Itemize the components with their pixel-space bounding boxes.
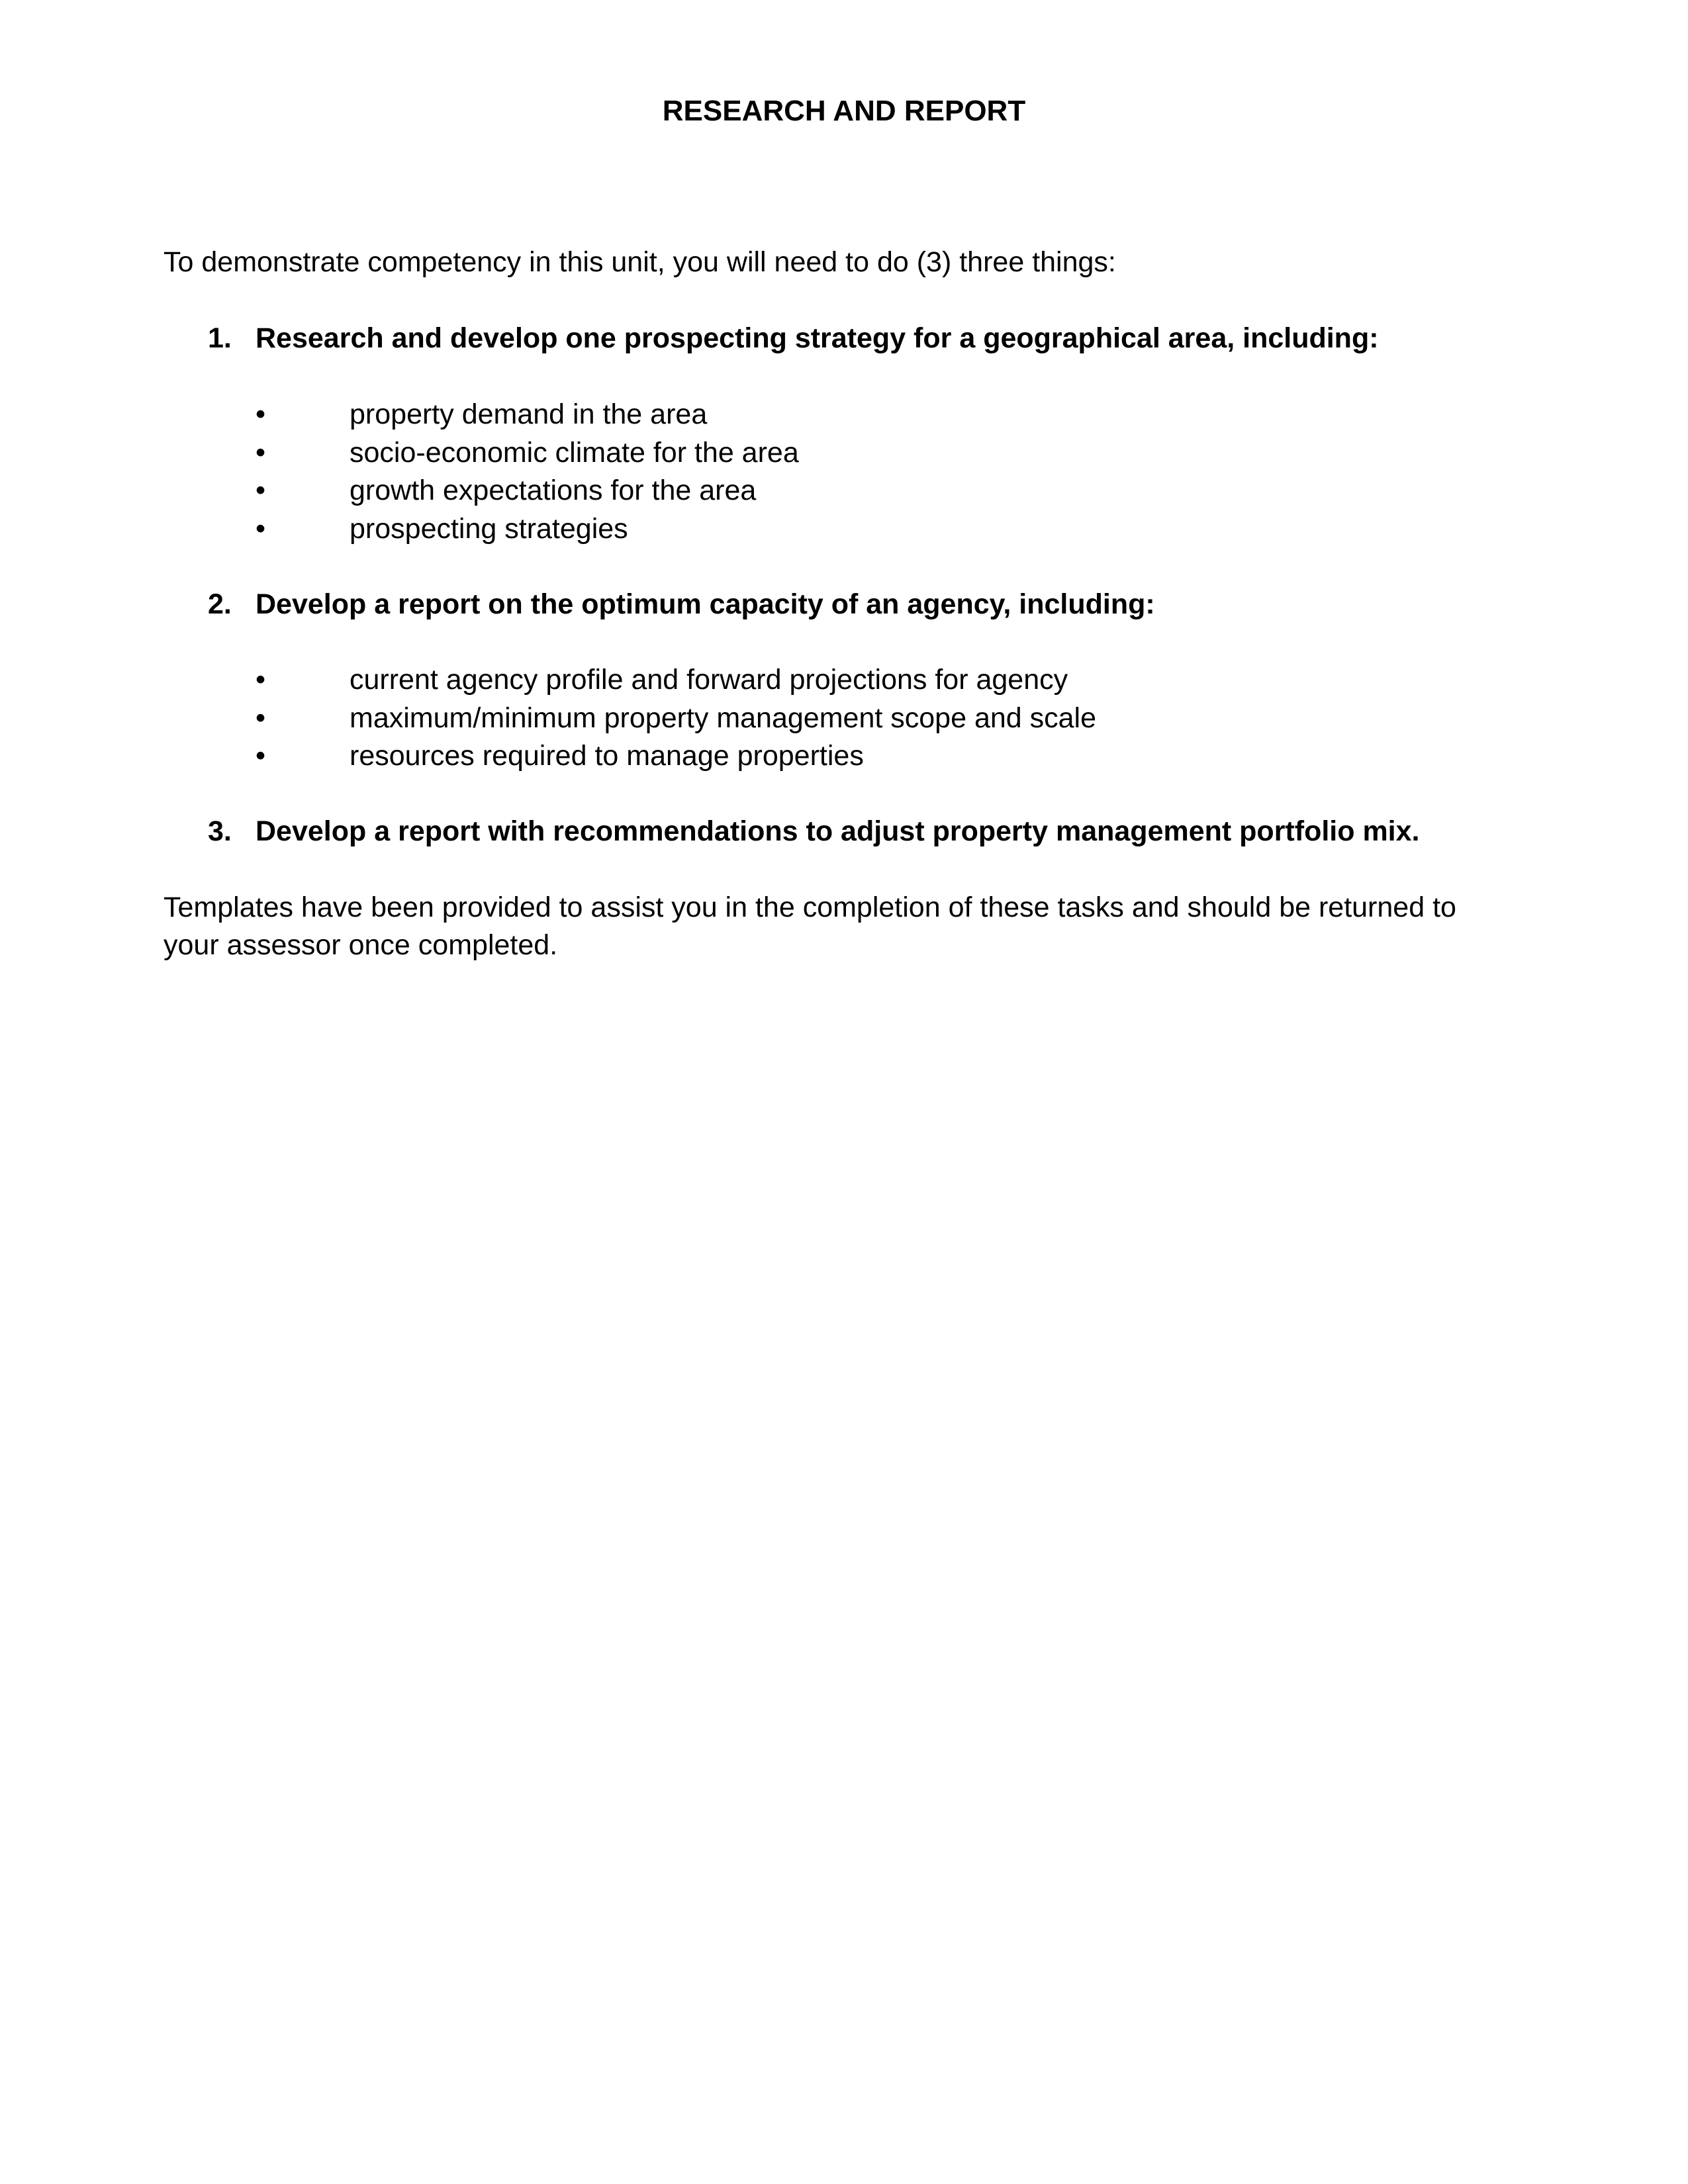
list-item-text: growth expectations for the area	[350, 475, 757, 506]
bullet-icon: •	[256, 436, 266, 469]
task-1-heading	[208, 320, 1379, 357]
task-1-text: Research and develop one prospecting strategy for a geographical area, including:	[256, 322, 1379, 354]
bullet-icon: •	[256, 664, 266, 696]
task-3-text: Develop a report with recommendations to adjust property management portfolio mix.	[256, 815, 1420, 847]
bullet-icon: •	[256, 475, 266, 506]
bullet-icon: •	[256, 512, 266, 545]
list-item-text: socio-economic climate for the area	[350, 436, 799, 469]
task-1-bullet-list	[256, 396, 799, 548]
task-3-number: 3.	[208, 815, 232, 847]
closing-line-2: your assessor once completed.	[164, 929, 558, 961]
intro-paragraph: To demonstrate competency in this unit, you will need to do (3) three things:	[164, 246, 1116, 278]
task-2-number: 2.	[208, 588, 232, 620]
closing-line-1: Templates have been provided to assist you in the completion of these tasks and should be returned to	[164, 891, 1456, 923]
list-item-text: maximum/minimum property management scope and scale	[350, 702, 1097, 734]
bullet-icon: •	[256, 398, 266, 430]
task-2-bullet-list	[256, 661, 1096, 776]
closing-paragraph	[164, 889, 1540, 964]
list-item	[256, 396, 799, 434]
list-item-text: current agency profile and forward projections for agency	[350, 664, 1068, 696]
list-item	[256, 434, 799, 473]
task-2-heading	[208, 586, 1155, 623]
task-3-heading	[208, 813, 1420, 850]
list-item	[256, 737, 1096, 776]
bullet-icon: •	[256, 740, 266, 772]
bullet-icon: •	[256, 702, 266, 734]
list-item	[256, 472, 799, 510]
list-item-text: resources required to manage properties	[350, 740, 864, 772]
task-2-text: Develop a report on the optimum capacity of an agency, including:	[256, 588, 1155, 620]
list-item-text: prospecting strategies	[350, 512, 628, 545]
list-item	[256, 510, 799, 549]
list-item	[256, 700, 1096, 738]
task-1-number: 1.	[208, 322, 232, 354]
list-item-text: property demand in the area	[350, 398, 708, 430]
document-title: RESEARCH AND REPORT	[662, 95, 1026, 127]
list-item	[256, 661, 1096, 700]
